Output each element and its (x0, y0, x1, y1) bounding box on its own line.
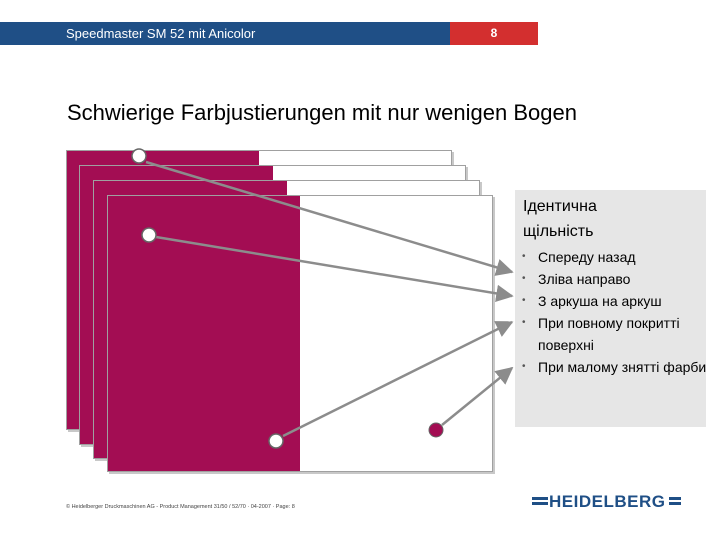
bullet-icon: • (522, 317, 526, 328)
footer-copyright: © Heidelberger Druckmaschinen AG - Product Management 31/50 / 52/70 · 04-2007 · Page: 8 (66, 504, 295, 510)
info-panel-title: Ідентична щільність (523, 198, 597, 240)
slide-title: Schwierige Farbjustierungen mit nur wenigen Bogen (67, 100, 577, 125)
measurement-point-icon (132, 149, 146, 163)
bullet-icon: • (522, 295, 526, 306)
measurement-point-icon (142, 228, 156, 242)
bullet-icon: • (522, 361, 526, 372)
page-number: 8 (490, 26, 498, 40)
list-item-label: З аркуша на аркуш (538, 293, 662, 309)
arrow-line (146, 162, 512, 272)
list-item-label: Зліва направо (538, 271, 631, 287)
list-item-label: При повному покритті поверхні (538, 315, 680, 353)
heidelberg-logo (532, 490, 682, 512)
bullet-icon: • (522, 273, 526, 284)
header-title: Speedmaster SM 52 mit Anicolor (66, 26, 256, 41)
svg-text:HEIDELBERG: HEIDELBERG (549, 492, 666, 511)
arrow-line (156, 237, 512, 296)
arrow-line (442, 368, 512, 425)
list-item-label: При малому знятті фарби (538, 359, 707, 375)
arrow-line (283, 322, 512, 436)
measurement-point-icon (429, 423, 443, 437)
bullet-icon: • (522, 251, 526, 262)
list-item-label: Спереду назад (538, 249, 636, 265)
measurement-point-icon (269, 434, 283, 448)
